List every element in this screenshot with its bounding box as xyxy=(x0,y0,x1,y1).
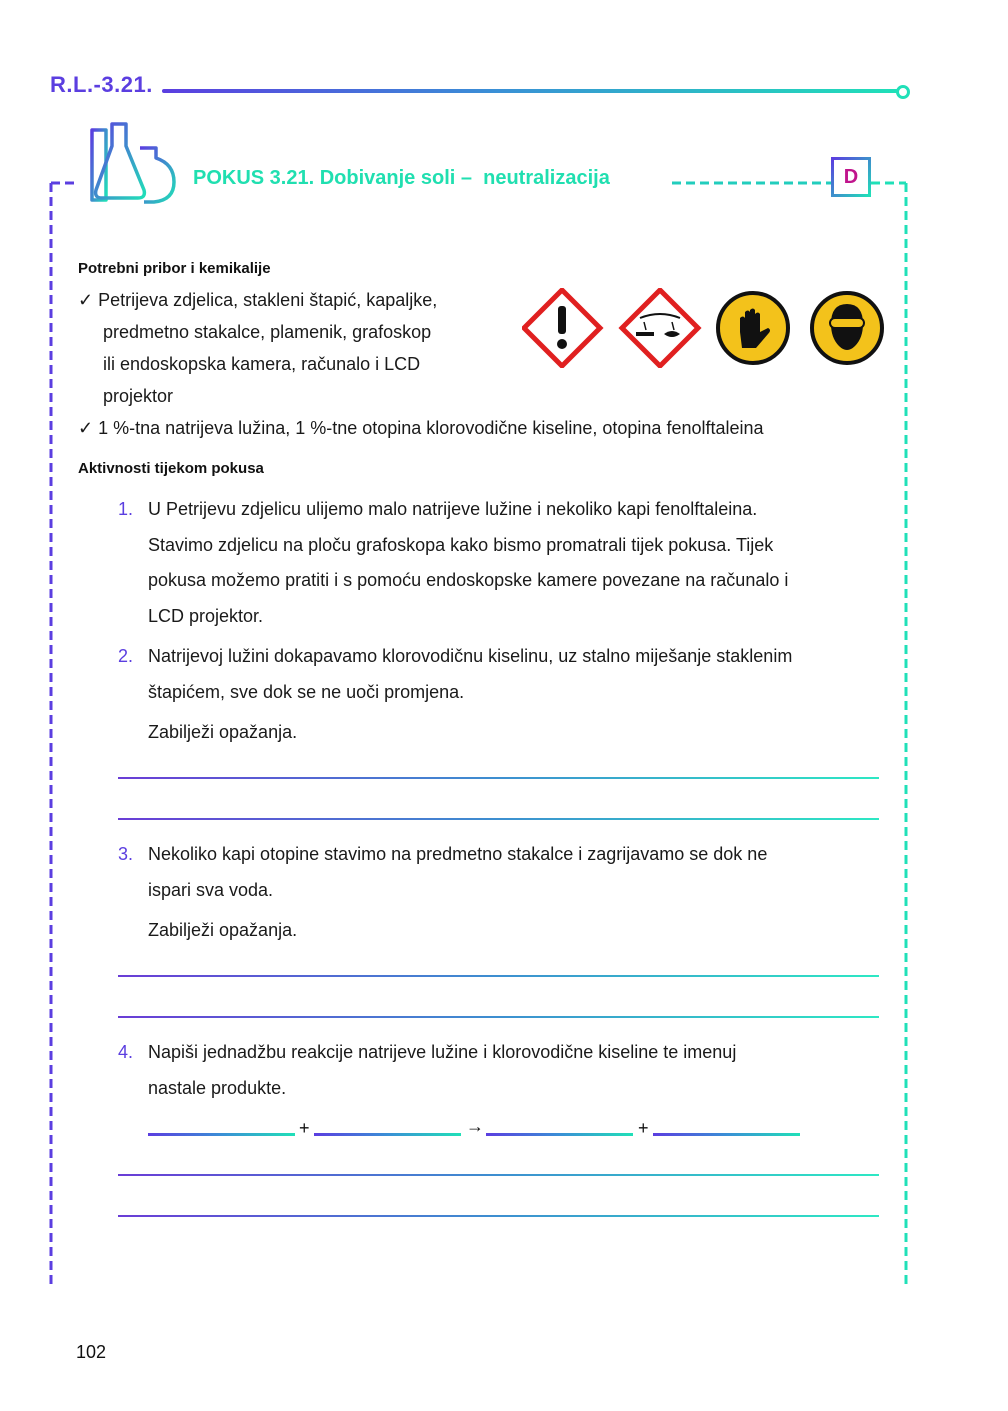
observation-prompt: Zabilježi opažanja. xyxy=(148,722,298,742)
activities-heading: Aktivnosti tijekom pokusa xyxy=(78,460,264,477)
hazard-pictograms xyxy=(522,288,892,368)
page-number: 102 xyxy=(76,1342,107,1362)
step-number: 2. xyxy=(118,646,134,666)
corrosive-hazard-icon xyxy=(622,290,698,366)
step-number: 3. xyxy=(118,844,134,864)
goggles-required-icon xyxy=(812,293,882,363)
equipment-line: predmetno stakalce, plamenik, grafoskop xyxy=(103,322,432,342)
answer-line[interactable] xyxy=(118,777,879,779)
equipment-list-2: ✓ 1 %-tna natrijeva lužina, 1 %-tne otopina klorovodične kiseline, otopina fenolftaleina xyxy=(78,418,764,438)
equipment-heading: Potrebni pribor i kemikalije xyxy=(78,260,271,277)
experiment-title: POKUS 3.21. Dobivanje soli – neutralizacija xyxy=(193,167,610,189)
answer-line[interactable] xyxy=(118,1016,879,1018)
step-2: 2. Natrijevoj lužini dokapavamo klorovodičnu kiselinu, uz stalno miješanje staklenim štapićem, sve dok se ne uoči promjena. Zabilježi opažanja. xyxy=(118,639,888,751)
step-4: 4. Napiši jednadžbu reakcije natrijeve lužine i klorovodične kiseline te imenuj nastale produkte. xyxy=(118,1035,888,1106)
reactant-2-blank[interactable] xyxy=(314,1133,461,1136)
difficulty-badge: D xyxy=(831,157,871,197)
answer-line[interactable] xyxy=(118,818,879,820)
equipment-line: ili endoskopska kamera, računalo i LCD xyxy=(103,354,421,374)
checkmark-icon: ✓ xyxy=(78,418,94,438)
reactant-1-blank[interactable] xyxy=(148,1133,295,1136)
step-number: 1. xyxy=(118,499,134,519)
answer-line[interactable] xyxy=(118,975,879,977)
step-3: 3. Nekoliko kapi otopine stavimo na predmetno stakalce i zagrijavamo se dok ne ispari sva voda. Zabilježi opažanja. xyxy=(118,837,888,949)
step-1: 1. U Petrijevu zdjelicu ulijemo malo natrijeve lužine i nekoliko kapi fenolftaleina. Stavimo zdjelicu na ploču grafoskopa kako bismo promatrali tijek pokusa. Tijek pokusa možemo pratiti i s pomoću endoskopske kamere povezane na računalo i LCD projektor. xyxy=(118,492,888,634)
equipment-list-1 xyxy=(78,284,508,412)
reaction-arrow: → xyxy=(466,1116,484,1136)
observation-prompt: Zabilježi opažanja. xyxy=(148,920,298,940)
plus-sign: + xyxy=(638,1118,649,1138)
checkmark-icon: ✓ xyxy=(78,290,94,310)
answer-line[interactable] xyxy=(118,1215,879,1217)
equipment-line: ✓ Petrijeva zdjelica, stakleni štapić, kapaljke, xyxy=(78,290,438,310)
gloves-required-icon xyxy=(718,293,788,363)
answer-line[interactable] xyxy=(118,1174,879,1176)
worksheet-label: R.L.-3.21. xyxy=(50,72,153,97)
product-2-blank[interactable] xyxy=(653,1133,800,1136)
plus-sign: + xyxy=(299,1118,310,1138)
lab-flasks-icon xyxy=(88,120,180,212)
exclamation-hazard-icon xyxy=(524,290,600,366)
product-1-blank[interactable] xyxy=(486,1133,633,1136)
equipment-line: projektor xyxy=(103,386,174,406)
step-number: 4. xyxy=(118,1042,134,1062)
